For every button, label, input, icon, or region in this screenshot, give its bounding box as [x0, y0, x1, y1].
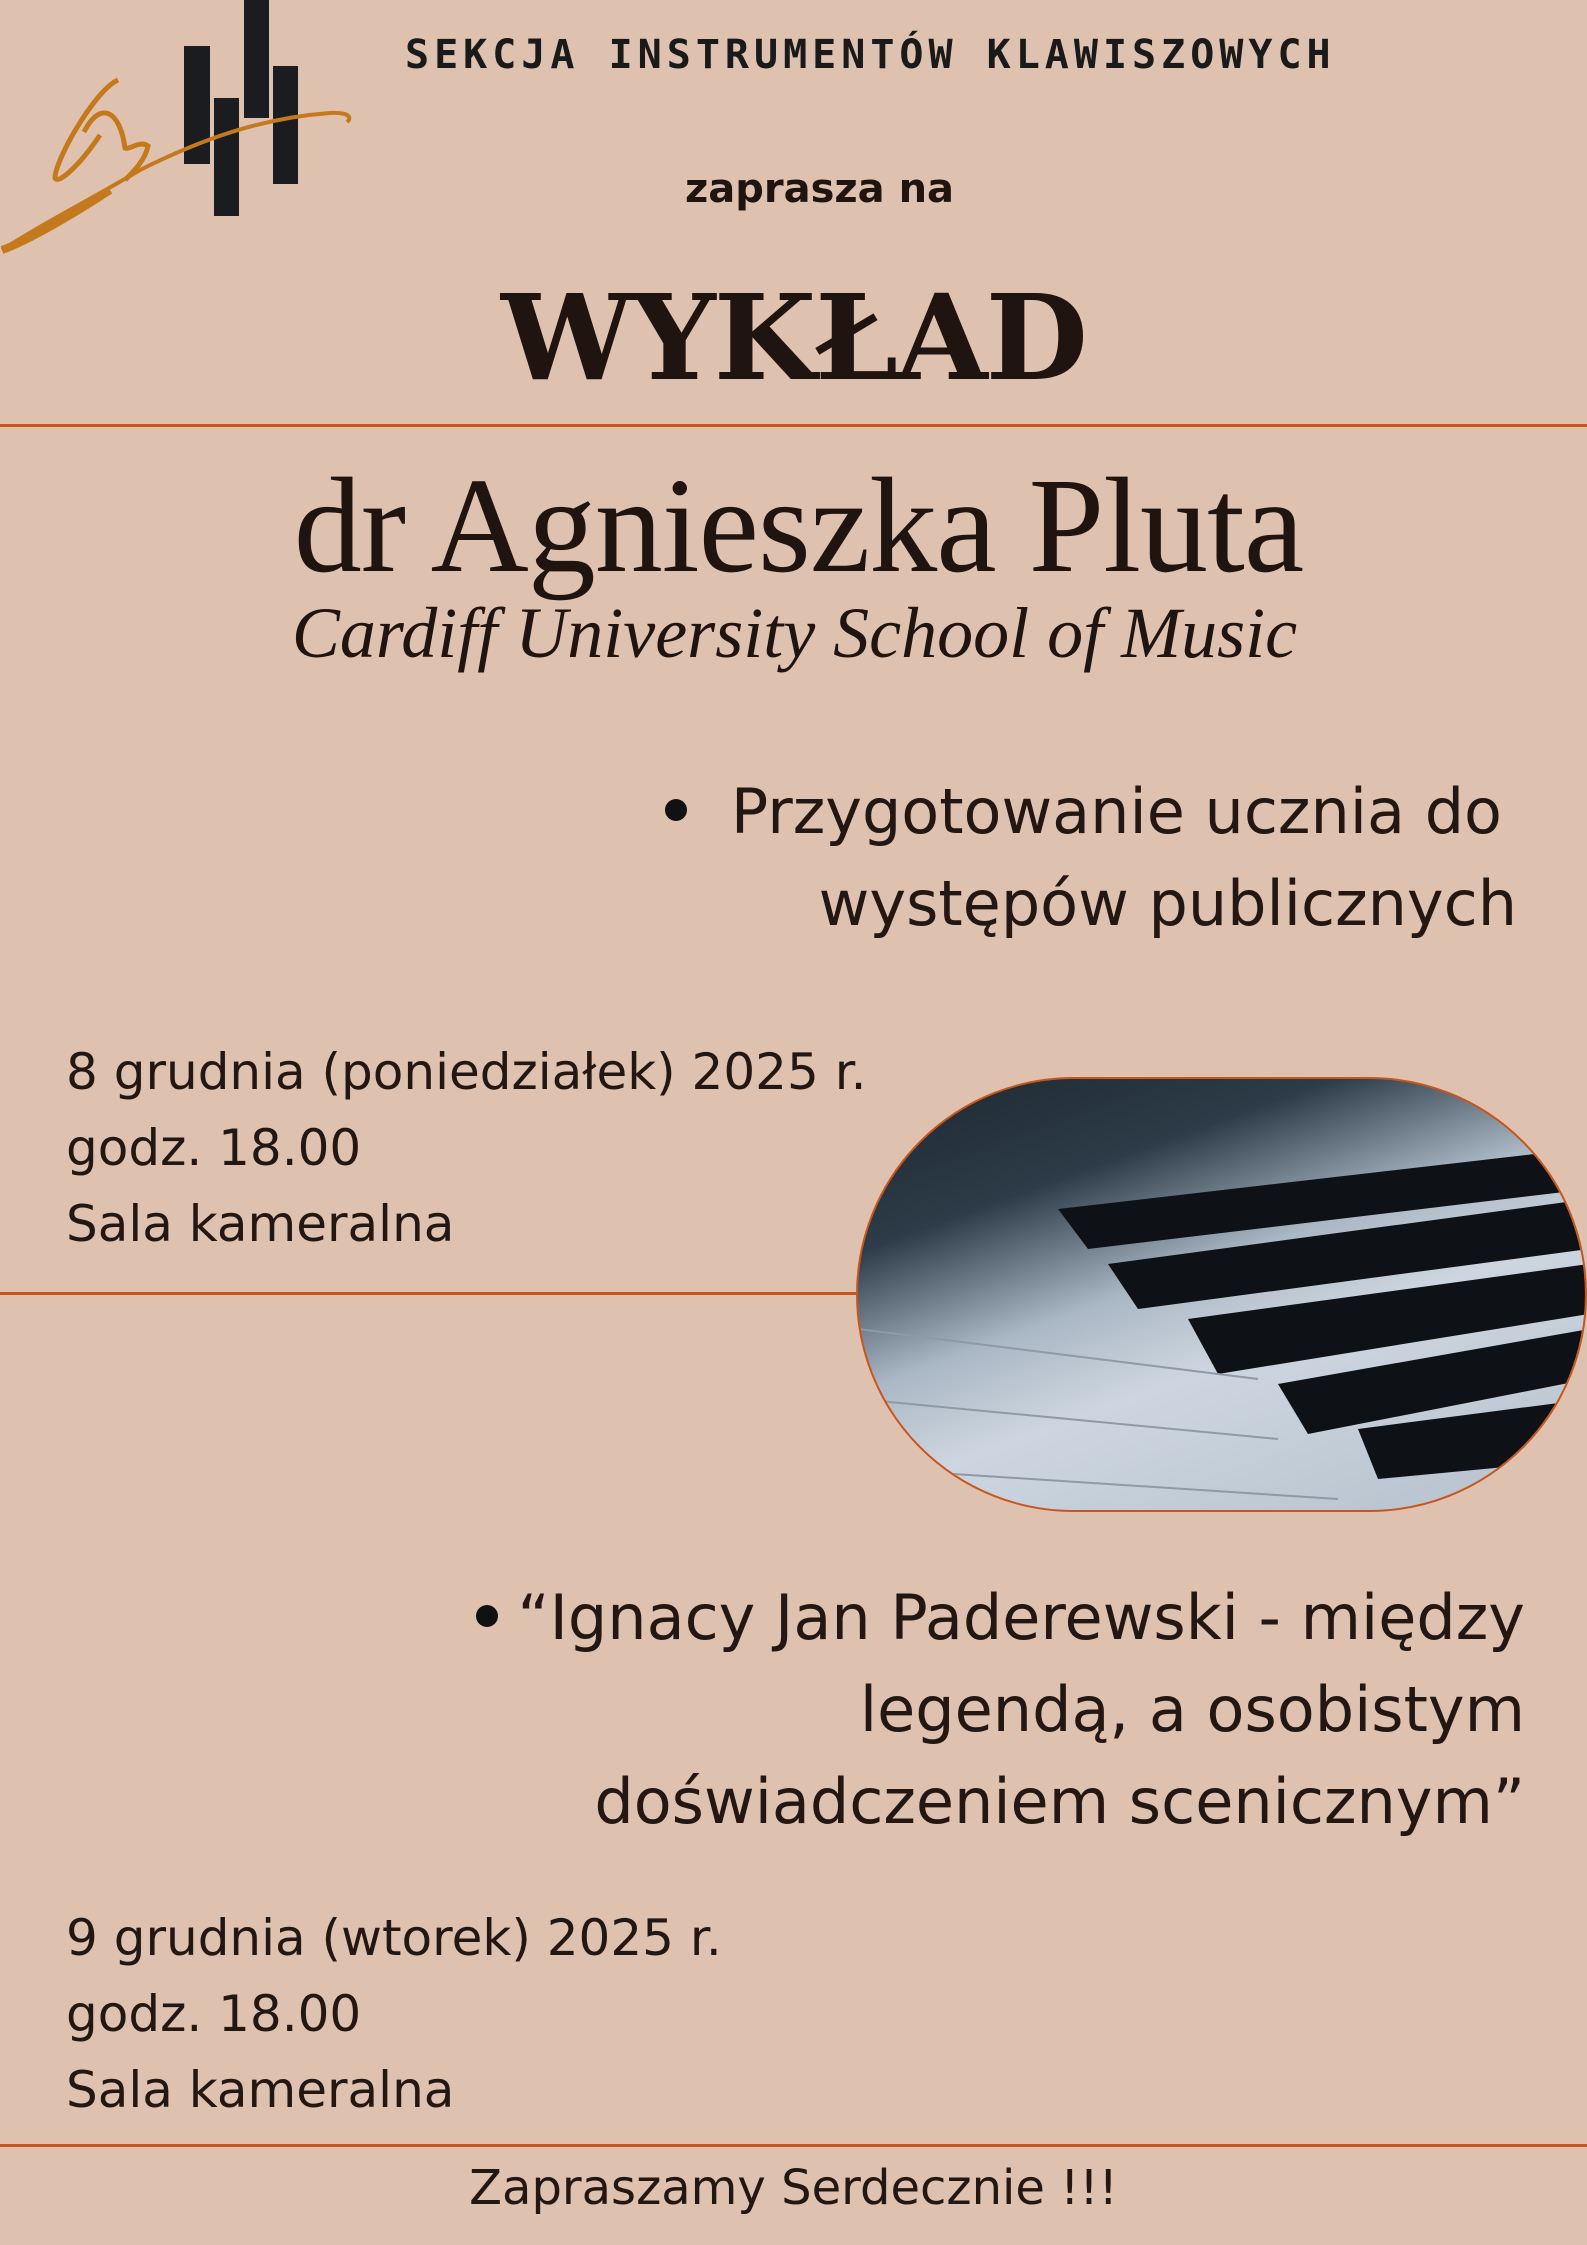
- divider: [0, 424, 1587, 427]
- bullet-icon: [665, 799, 687, 821]
- topic-line: doświadczeniem scenicznym”: [594, 1765, 1525, 1838]
- topic-line: “Ignacy Jan Paderewski - między: [517, 1581, 1525, 1654]
- place: Sala kameralna: [66, 2061, 455, 2119]
- place: Sala kameralna: [66, 1195, 455, 1253]
- bullet-icon: [476, 1605, 498, 1627]
- lecture-2-info: [66, 1900, 722, 2128]
- section-heading: SEKCJA INSTRUMENTÓW KLAWISZOWYCH: [405, 32, 1336, 78]
- topic-line: legendą, a osobistym: [859, 1673, 1525, 1746]
- time: godz. 18.00: [66, 1119, 362, 1177]
- lecture-2-topic: [476, 1572, 1525, 1848]
- topic-line: Przygotowanie ucznia do: [730, 775, 1502, 848]
- invite-text: zaprasza na: [684, 166, 955, 212]
- speaker-name: dr Agnieszka Pluta: [293, 451, 1304, 601]
- divider: [0, 2144, 1587, 2147]
- speaker-affiliation: Cardiff University School of Music: [291, 593, 1298, 673]
- piano-keys-photo: [856, 1077, 1587, 1512]
- date: 9 grudnia (wtorek) 2025 r.: [66, 1909, 722, 1967]
- topic-line: występów publicznych: [818, 867, 1517, 940]
- event-title: WYKŁAD: [501, 268, 1086, 407]
- closing-text: Zapraszamy Serdecznie !!!: [469, 2160, 1118, 2216]
- divider: [0, 1292, 860, 1295]
- date: 8 grudnia (poniedziałek) 2025 r.: [66, 1043, 867, 1101]
- time: godz. 18.00: [66, 1985, 362, 2043]
- lecture-1-topic: [665, 766, 1517, 950]
- piano-keys-image: [858, 1079, 1587, 1512]
- lecture-1-info: [66, 1034, 867, 1262]
